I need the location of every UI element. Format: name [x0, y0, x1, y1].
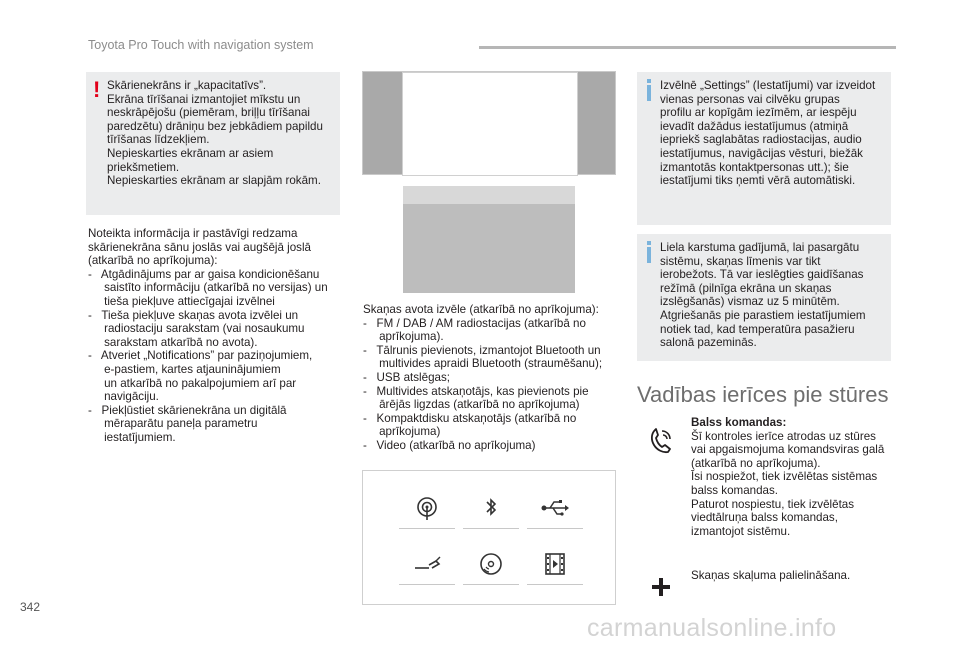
info-icon — [647, 247, 651, 263]
screen-display — [402, 72, 578, 176]
col1-line: - Atveriet „Notifications” par paziņojumiem, — [88, 349, 313, 363]
voice-command-text — [691, 416, 884, 538]
info1-line: iestatījumus, navigācijas vēsturi, biežāk — [660, 146, 863, 160]
warning-line: priekšmetiem. — [107, 160, 180, 174]
voice-line: Paturot nospiestu, tiek izvēlētas — [691, 497, 855, 511]
voice-line: vai apgaismojuma komandsviras galā — [691, 443, 885, 457]
warning-line: Nepieskarties ekrānam ar asiem — [107, 146, 274, 160]
col1-line: - Atgādinājums par ar gaisa kondicionēšanu — [88, 267, 320, 281]
col1-line: mēraparātu paneļa parametru — [88, 417, 258, 431]
page-number: 342 — [20, 600, 41, 614]
screen-body — [403, 204, 575, 293]
section-title: Vadības ierīces pie stūres — [637, 382, 889, 407]
voice-line: Šī kontroles ierīce atrodas uz stūres — [691, 429, 876, 443]
col2-line: multivides apraidi Bluetooth (straumēšanu); — [363, 357, 603, 371]
voice-command-icon — [643, 424, 677, 463]
col1-line: radiostaciju sarakstam (vai nosaukumu — [88, 322, 305, 336]
plus-icon — [651, 577, 671, 602]
col2-line: - Tālrunis pievienots, izmantojot Bluetooth un — [363, 343, 601, 357]
col1-line: - Piekļūstiet skārienekrāna un digitālā — [88, 403, 287, 417]
header-bar — [479, 46, 896, 49]
info2-line: ierobežots. Tā var ieslēgties gaidīšanas — [660, 268, 864, 282]
col2-line: aprīkojuma). — [363, 330, 444, 344]
info2-line: salonā pazeminās. — [660, 336, 757, 350]
info2-text — [660, 241, 866, 350]
col1-line: skārienekrāna sānu joslās vai augšējā joslā — [88, 240, 311, 254]
warning-line: Nepieskarties ekrānam ar slapjām rokām. — [107, 174, 321, 188]
col2-line: - FM / DAB / AM radiostacijas (atkarībā no — [363, 316, 586, 330]
volume-up-text — [691, 569, 850, 583]
col1-line: tieša piekļuve attiecīgajai izvēlnei — [88, 294, 275, 308]
warning-icon: ! — [93, 77, 101, 102]
voice-command-title: Balss komandas: — [691, 416, 787, 429]
info1-line: iestatījumi tiks ņemti vērā automātiski. — [660, 174, 856, 188]
info1-text — [660, 79, 875, 188]
video-icon[interactable] — [527, 551, 583, 585]
info2-line: sistēmu, skaņas līmenis var tikt — [660, 254, 821, 268]
radio-icon[interactable] — [399, 495, 455, 529]
col2-text — [363, 303, 602, 453]
source-icons-panel — [362, 470, 616, 605]
info2-line: izslēgšanās) vismaz uz 5 minūtēm. — [660, 295, 840, 309]
usb-icon[interactable] — [527, 495, 583, 529]
col1-line: navigāciju. — [88, 390, 159, 404]
info1-line: vienas personas vai cilvēku grupas — [660, 92, 840, 106]
warning-line: tīrīšanas līdzekļiem. — [107, 133, 210, 147]
info2-line: režīmā (pilnīga ekrāna un skaņas — [660, 281, 832, 295]
warning-text — [107, 79, 323, 188]
bluetooth-icon[interactable] — [463, 495, 519, 529]
voice-line: viedtālruņa balss komandas, — [691, 511, 838, 525]
col2-line: Skaņas avota izvēle (atkarībā no aprīkojuma): — [363, 303, 599, 316]
col2-line: - Multivides atskaņotājs, kas pievienots pie — [363, 384, 589, 398]
col1-line: iestatījumiem. — [88, 430, 176, 444]
info1-line: ievadīt dažādus iestatījumus (atmiņā — [660, 119, 849, 133]
info1-line: profilu ar kopīgām iezīmēm, ar iespēju — [660, 106, 857, 120]
col1-line: Noteikta informācija ir pastāvīgi redzama — [88, 227, 298, 240]
info2-line: Atgriešanās pie parastiem iestatījumiem — [660, 308, 866, 322]
header-title: Toyota Pro Touch with navigation system — [88, 38, 314, 52]
info2-line: notiek tad, kad temperatūra pasažieru — [660, 322, 855, 336]
voice-line: izmantojot sistēmu. — [691, 524, 791, 538]
warning-line: neskrāpējošu (piemēram, briļļu tīrīšanai — [107, 106, 310, 120]
voice-line: balss komandas. — [691, 483, 778, 497]
info1-line: iepriekš saglabātas radiostacijas, audio — [660, 133, 862, 147]
col1-line: - Tieša piekļuve skaņas avota izvēlei un — [88, 308, 299, 322]
watermark: carmanualsonline.info — [587, 614, 837, 642]
col1-line: sarakstam atkarībā no avota). — [88, 335, 258, 349]
voice-line: Īsi nospiežot, tiek izvēlētas sistēmas — [691, 470, 878, 484]
info1-line: izmantotās kontaktpersonas utt.); šie — [660, 160, 849, 174]
col1-line: (atkarībā no aprīkojuma): — [88, 254, 218, 268]
voice-line: (atkarībā no aprīkojuma). — [691, 456, 821, 470]
aux-cable-icon[interactable] — [399, 551, 455, 585]
col1-line: saistīto informāciju (atkarībā no versijas) un — [88, 281, 328, 295]
warning-line: Ekrāna tīrīšanai izmantojiet mīkstu un — [107, 92, 301, 106]
col2-line: - USB atslēgas; — [363, 370, 450, 384]
info-icon — [647, 85, 651, 101]
col1-line: e-pastiem, kartes atjauninājumiem — [88, 362, 281, 376]
col2-line: - Kompaktdisku atskaņotājs (atkarībā no — [363, 411, 577, 425]
screen-top-band — [403, 186, 575, 204]
col1-text — [88, 227, 328, 445]
info2-line: Liela karstuma gadījumā, lai pasargātu — [660, 241, 860, 254]
volume-up-label: Skaņas skaļuma palielināšana. — [691, 569, 851, 582]
warning-line: paredzētu) drāniņu bez jebkādiem papildu — [107, 119, 323, 133]
screen-illustration-top — [362, 71, 616, 175]
col2-line: ārējās ligzdas (atkarībā no aprīkojuma) — [363, 398, 580, 412]
info1-line: Izvēlnē „Settings” (Iestatījumi) var izveidot — [660, 79, 876, 92]
col1-line: un atkarībā no pakalpojumiem arī par — [88, 376, 297, 390]
cd-icon[interactable] — [463, 551, 519, 585]
col2-line: - Video (atkarībā no aprīkojuma) — [363, 438, 536, 452]
screen-illustration-middle — [403, 186, 575, 293]
col2-line: aprīkojuma) — [363, 425, 441, 439]
warning-line: Skārienekrāns ir „kapacitatīvs”. — [107, 79, 267, 92]
